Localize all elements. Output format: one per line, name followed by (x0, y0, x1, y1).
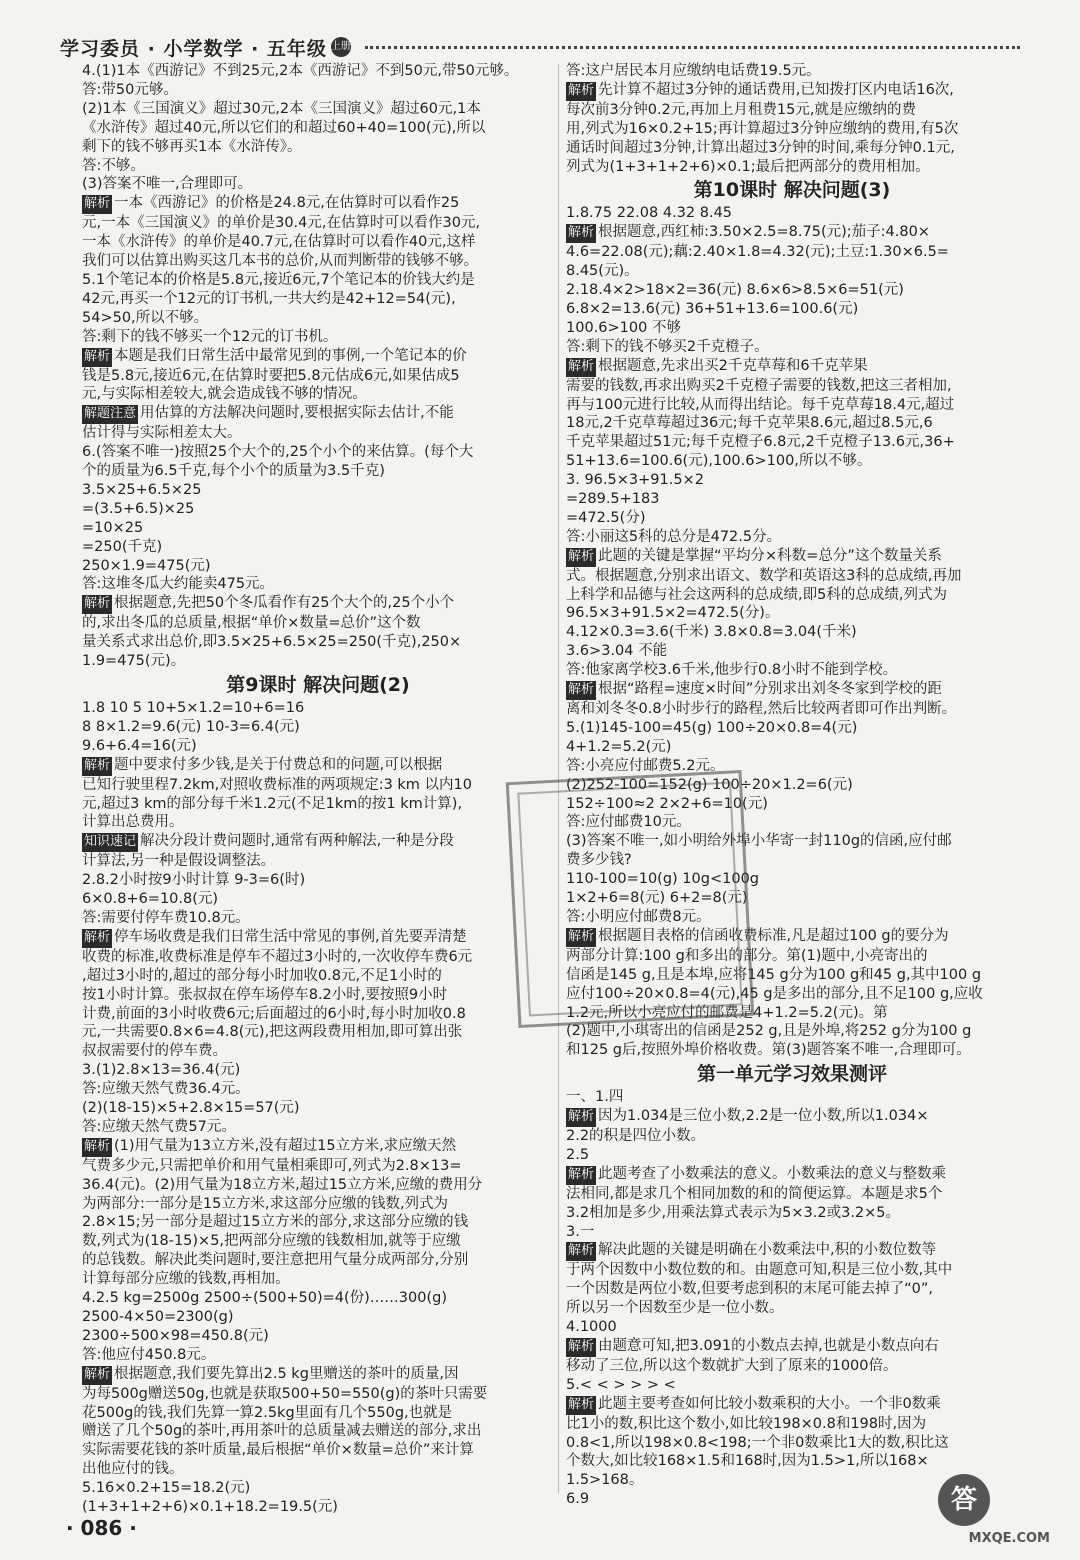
text-line: 8.45(元)。 (566, 263, 639, 280)
text-line: =10×25 (82, 519, 144, 536)
text-line: 2.5 (566, 1146, 590, 1163)
annotation-tag: 解析 (82, 1138, 112, 1157)
text-line: =250(千克) (82, 538, 163, 555)
text-line: 需要的钱数,再求出购买2千克橙子需要的钱数,把这三者相加, (566, 377, 952, 394)
annotation-tag: 解析 (566, 224, 596, 243)
text-line: (1+3+1+2+6)×0.1+18.2=19.5(元) (82, 1499, 338, 1516)
text-line: 的总钱数。解决此类问题时,要注意把用气量分成两部分,分别 (82, 1252, 469, 1269)
header-dotted-rule (365, 46, 1020, 49)
text-line: 2500-4×50=2300(g) (82, 1309, 234, 1325)
text-line: 的,求出冬瓜的总质量,根据“单价×数量=总价”这个数 (82, 615, 421, 632)
text-line: 3.(1)2.8×13=36.4(元) (82, 1062, 241, 1079)
logo-url: MXQE.COM (968, 1531, 1050, 1546)
text-line: 费多少钱? (566, 852, 632, 869)
text-line: 法相同,都是求几个相同加数的和的简便运算。本题是求5个 (566, 1185, 943, 1202)
text-line: 移动了三位,所以这个数就扩大到了原来的1000倍。 (566, 1357, 898, 1374)
text-line: (3)答案不唯一,如小明给外埠小华寄一封110g的信函,应付邮 (566, 833, 952, 850)
text-line: 3.一 (566, 1223, 595, 1240)
text-line: 答:小丽这5科的总分是472.5分。 (566, 528, 782, 545)
text-line: 解析 本题是我们日常生活中最常见到的事例,一个笔记本的价 (82, 347, 554, 367)
text-line: 2.18.4×2>18×2=36(元) 8.6×6>8.5×6=51(元) (566, 282, 904, 299)
text-line: 个的质量为6.5千克,每个小个的质量为3.5千克) (82, 463, 385, 480)
annotation-tag: 解析 (566, 1338, 596, 1357)
text-line: 数,列式为(18-15)×5,把两部分应缴的钱数相加,就等于应缴 (82, 1233, 461, 1250)
text-line: 花500g的钱,我们先算一算2.5kg里面有几个550g,也就是 (82, 1404, 453, 1421)
text-line: (2)252-100=152(g) 100÷20×1.2=6(元) (566, 776, 853, 793)
text-line: (3)答案不唯一,合理即可。 (82, 176, 253, 193)
annotation-tag: 解析 (566, 1108, 596, 1127)
text-line: 为每500g赠送50g,也就是获取500+50=550(g)的茶叶只需要 (82, 1385, 488, 1402)
text-line: 比1小的数,积比这个数小,如比较198×0.8和198时,因为 (566, 1415, 927, 1432)
text-line: 信函是145 g,且是本埠,应将145 g分为100 g和45 g,其中100 g (566, 966, 982, 983)
text-line: 答:带50元够。 (82, 81, 178, 98)
text-line: 4.(1)1本《西游记》不到25元,2本《西游记》不到50元,带50元够。 (82, 63, 519, 79)
text-line: 答:需要付停车费10.8元。 (82, 909, 250, 926)
annotation-tag: 解析 (566, 681, 596, 700)
text-line: 赠送了几个50g的茶叶,再用茶叶的总质量减去赠送的部分,求出 (82, 1423, 482, 1440)
text-line: 知识速记 解决分段计费问题时,通常有两种解法,一种是分段 (82, 832, 554, 852)
text-line: 6×0.8+6=10.8(元) (82, 891, 219, 908)
text-line: 解析 停车场收费是我们日常生活中常见的事例,首先要弄清楚 (82, 928, 554, 948)
text-line: 4.1000 (566, 1319, 617, 1336)
text-line: =472.5(分) (566, 509, 646, 526)
text-line: 解析 根据题意,先把50个冬瓜看作有25个大个的,25个小个 (82, 594, 554, 614)
text-line: 和125 g后,按照外埠价格收费。第(3)题答案不唯一,合理即可。 (566, 1042, 971, 1059)
text-line: 收费的标准,收费标准是停车不超过3小时的,一次收停车费6元 (82, 948, 473, 965)
text-line: 答:应缴天然气费36.4元。 (82, 1081, 250, 1098)
annotation-tag: 解析 (82, 595, 112, 614)
page-header (60, 30, 1020, 64)
text-line: 解题注意 用估算的方法解决问题时,要根据实际去估计,不能 (82, 404, 554, 424)
text-line: 答:应缴天然气费57元。 (82, 1118, 236, 1135)
text-line: 解析 根据题目表格的信函收费标准,凡是超过100 g的要分为 (566, 927, 1018, 947)
text-line: 解析 根据题意,西红柿:3.50×2.5=8.75(元);茄子:4.80× (566, 223, 1018, 243)
text-line: 答:他应付450.8元。 (82, 1346, 216, 1363)
text-line: 解析 先计算不超过3分钟的通话费用,已知拨打区内电话16次, (566, 81, 1018, 101)
text-line: 钱是5.8元,接近6元,在估算时要把5.8元估成6元,如果估成5 (82, 367, 460, 384)
text-line: 已知行驶里程7.2km,对照收费标准的两项规定:3 km 以内10 (82, 776, 472, 793)
text-line: 再与100元进行比较,从而得出结论。每千克草莓18.4元,超过 (566, 396, 955, 413)
text-line: 3.2相加是多少,用乘法算式表示为5×3.2或3.2×5。 (566, 1204, 901, 1221)
text-line: 元,一本《三国演义》的单价是30.4元,在估算时可以看作30元, (82, 215, 481, 232)
annotation-tag: 解析 (566, 358, 596, 377)
annotation-tag: 解析 (566, 1396, 596, 1415)
text-line: 0.8<1,所以198×0.8<198;一个非0数乘比1大的数,积比这 (566, 1434, 949, 1451)
logo-seal-icon: 答 (938, 1474, 990, 1526)
text-line: 100.6>100 不够 (566, 319, 681, 336)
text-line: 计费,前面的3小时收费6元;后面超过的6小时,每小时加收0.8 (82, 1005, 466, 1022)
text-line: 千克苹果超过51元;每千克橙子6.8元,2千克橙子13.6元,36+ (566, 434, 955, 451)
site-logo (938, 1474, 1050, 1546)
text-line: 解析 此题考查了小数乘法的意义。小数乘法的意义与整数乘 (566, 1165, 1018, 1185)
text-line: 解析 根据“路程=速度×时间”分别求出刘冬冬家到学校的距 (566, 680, 1018, 700)
text-line: 元,超过3 km的部分每千米1.2元(不足1km的按1 km计算), (82, 795, 463, 812)
text-line: 解析 解决此题的关键是明确在小数乘法中,积的小数位数等 (566, 1241, 1018, 1261)
text-line: 110-100=10(g) 10g<100g (566, 871, 759, 888)
text-line: 1.2元,所以小亮应付的邮费是4+1.2=5.2(元)。第 (566, 1004, 888, 1021)
text-line: (2)1本《三国演义》超过30元,2本《三国演义》超过60元,1本 (82, 100, 481, 117)
text-line: 答:小亮应付邮费5.2元。 (566, 757, 725, 774)
text-line: 剩下的钱不够再买1本《水浒传》。 (82, 138, 302, 155)
text-line: 答:不够。 (82, 157, 145, 174)
text-line: 解析 (1)用气量为13立方米,没有超过15立方米,求应缴天然 (82, 1137, 554, 1157)
text-line: 答:他家离学校3.6千米,他步行0.8小时不能到学校。 (566, 662, 898, 679)
text-line: 元,与实际相差较大,就会造成钱不够的情况。 (82, 386, 367, 403)
stamp-watermark (506, 770, 755, 1028)
text-line: 5.16×0.2+15=18.2(元) (82, 1480, 251, 1497)
text-line: 4.2.5 kg=2500g 2500÷(500+50)=4(份)……300(g) (82, 1290, 447, 1307)
text-line: =(3.5+6.5)×25 (82, 500, 195, 517)
text-line: 3. 96.5×3+91.5×2 (566, 472, 704, 489)
text-line: 54>50,所以不够。 (82, 309, 209, 326)
text-line: 答:剩下的钱不够买一个12元的订书机。 (82, 328, 338, 345)
text-line: 解析 一本《西游记》的价格是24.8元,在估算时可以看作25 (82, 194, 554, 214)
text-line: 解析 根据题意,先求出买2千克草莓和6千克苹果 (566, 357, 1018, 377)
annotation-tag: 解析 (82, 929, 112, 948)
text-line: 两部分计算:100 g和多出的部分。第(1)题中,小亮寄出的 (566, 947, 928, 964)
text-line: 4+1.2=5.2(元) (566, 738, 672, 755)
text-line: =289.5+183 (566, 491, 660, 508)
text-line: 我们可以估算出购买这几本书的总价,从而判断带的钱够不够。 (82, 253, 479, 270)
text-line: 答:剩下的钱不够买2千克橙子。 (566, 338, 769, 355)
text-line: 5.< < > > > < (566, 1376, 676, 1393)
text-line: 1.9=475(元)。 (82, 653, 186, 670)
text-line: 5.(1)145-100=45(g) 100÷20×0.8=4(元) (566, 719, 858, 736)
annotation-tag: 解析 (566, 548, 596, 567)
text-line: 估计得与实际相差太大。 (82, 425, 242, 442)
text-line: 为两部分:一部分是15立方米,求这部分应缴的钱数,列式为 (82, 1195, 449, 1212)
text-line: 式。根据题意,分别求出语文、数学和英语这3科的总成绩,再加 (566, 567, 962, 584)
text-line: 答:这户居民本月应缴纳电话费19.5元。 (566, 63, 821, 79)
text-line: 计算每部分应缴的钱数,再相加。 (82, 1271, 290, 1288)
text-line: 2.2的积是四位小数。 (566, 1128, 706, 1145)
annotation-tag: 解析 (82, 348, 112, 367)
text-line: 叔叔需要付的停车费。 (82, 1043, 227, 1060)
volume-badge: 上册 (331, 37, 351, 57)
text-line: 6.8×2=13.6(元) 36+51+13.6=100.6(元) (566, 300, 859, 317)
page-number: · 086 · (66, 1516, 137, 1540)
section-heading: 第9课时 解决问题(2) (226, 674, 410, 696)
text-line: 出他应付的钱。 (82, 1461, 184, 1478)
stamp-inner-border (517, 782, 742, 1017)
text-line: 列式为(1+3+1+2+6)×0.1;最后把两部分的费用相加。 (566, 158, 930, 175)
text-line: 18元,2千克草莓超过36元;每千克苹果8.6元,超过8.5元,6 (566, 415, 933, 432)
text-line: 一本《水浒传》的单价是40.7元,在估算时可以看作40元,这样 (82, 234, 476, 251)
text-line: 4.6=22.08(元);藕:2.40×1.8=4.32(元);土豆:1.30×6.5= (566, 244, 949, 261)
text-line: 解析 此题主要考查如何比较小数乘积的大小。一个非0数乘 (566, 1395, 1018, 1415)
section-heading: 第一单元学习效果测评 (696, 1063, 887, 1086)
text-line: 《水浒传》超过40元,所以它们的和超过60+40=100(元),所以 (82, 119, 486, 136)
text-line: 152÷100≈2 2×2+6=10(元) (566, 795, 768, 812)
text-line: ,超过3小时的,超过的部分每小时加收0.8元,不足1小时的 (82, 967, 442, 984)
annotation-tag: 解析 (566, 82, 596, 101)
text-line: 计算法,另一种是假设调整法。 (82, 853, 276, 870)
text-line: 解析 根据题意,我们要先算出2.5 kg里赠送的茶叶的质量,因 (82, 1365, 554, 1385)
text-line: 36.4(元)。(2)用气量为18立方米,超过15立方米,应缴的费用分 (82, 1176, 483, 1193)
text-line: 9.6+6.4=16(元) (82, 737, 197, 754)
text-line: 答:这堆冬瓜大约能卖475元。 (82, 576, 275, 593)
text-line: 1.5>168。 (566, 1472, 644, 1489)
text-line: 离和刘冬冬0.8小时步行的路程,然后比较两者即可作出判断。 (566, 701, 957, 717)
text-line: 答:应付邮费10元。 (566, 814, 691, 831)
annotation-tag: 解析 (566, 1166, 596, 1185)
book-title: 学习委员 · 小学数学 · 五年级 (60, 37, 327, 60)
text-line: 上科学和品德与社会这两科的总成绩,即5科的总成绩,列式为 (566, 586, 947, 603)
text-line: 答:小明应付邮费8元。 (566, 908, 711, 925)
text-line: 4.12×0.3=3.6(千米) 3.8×0.8=3.04(千米) (566, 624, 857, 641)
text-line: 量关系式求出总价,即3.5×25+6.5×25=250(千克),250× (82, 634, 462, 651)
text-line: 元,一共需要0.8×6=4.8(元),把这两段费用相加,即可算出张 (82, 1024, 463, 1041)
text-line: 1×2+6=8(元) 6+2=8(元) (566, 890, 748, 907)
annotation-tag: 解析 (566, 928, 596, 947)
text-line: 一个因数是两位小数,但要考虑到积的末尾可能去掉了“0”, (566, 1281, 933, 1298)
text-line: 个数大,如比较168×1.5和168时,因为1.5>1,所以168× (566, 1453, 929, 1470)
text-line: 6.(答案不唯一)按照25个大个的,25个小个的来估算。(每个大 (82, 444, 474, 461)
text-line: (2)题中,小琪寄出的信函是252 g,且是外埠,将252 g分为100 g (566, 1023, 972, 1040)
text-line: 解析 因为1.034是三位小数,2.2是一位小数,所以1.034× (566, 1107, 1018, 1127)
text-line: 1.8 10 5 10+5×1.2=10+6=16 (82, 700, 305, 716)
text-line: 实际需要花钱的茶叶质量,最后根据“单价×数量=总价”来计算 (82, 1442, 474, 1459)
section-heading: 第10课时 解决问题(3) (693, 179, 891, 202)
text-line: 一、1.四 (566, 1089, 624, 1106)
text-line: 51+13.6=100.6(元),100.6>100,所以不够。 (566, 453, 872, 470)
text-line: 按1小时计算。张叔叔在停车场停车8.2小时,要按照9小时 (82, 986, 448, 1003)
text-line: 解析 由题意可知,把3.091的小数点去掉,也就是小数点向右 (566, 1337, 1018, 1357)
text-line: 2300÷500×98=450.8(元) (82, 1327, 269, 1344)
annotation-tag: 解析 (82, 195, 112, 214)
text-line: 计算出总费用。 (82, 814, 184, 831)
left-column (82, 62, 554, 1517)
text-line: 1.8.75 22.08 4.32 8.45 (566, 205, 733, 222)
text-line: 所以另一个因数至少是一位小数。 (566, 1300, 784, 1317)
text-line: 于两个因数中小数位数的和。由题意可知,积是三位小数,其中 (566, 1262, 953, 1279)
text-line: 用,列式为16×0.2+15;再计算超过3分钟应缴纳的费用,有5次 (566, 120, 959, 137)
text-line: 气费多少元,只需把单价和用气量相乘即可,列式为2.8×13= (82, 1157, 462, 1174)
annotation-tag: 解析 (82, 757, 112, 776)
text-line: 解析 题中要求付多少钱,是关于付费总和的问题,可以根据 (82, 756, 554, 776)
text-line: 3.5×25+6.5×25 (82, 481, 202, 498)
text-line: (2)(18-15)×5+2.8×15=57(元) (82, 1100, 300, 1117)
text-line: 96.5×3+91.5×2=472.5(分)。 (566, 605, 780, 622)
text-line: 解析 此题的关键是掌握“平均分×科数=总分”这个数量关系 (566, 547, 1018, 567)
annotation-tag: 解题注意 (82, 405, 138, 424)
text-line: 每次前3分钟0.2元,再加上月租费15元,就是应缴纳的费 (566, 101, 916, 118)
text-line: 2.8.2小时按9小时计算 9-3=6(时) (82, 872, 306, 889)
annotation-tag: 知识速记 (82, 833, 138, 852)
text-line: 42元,再买一个12元的订书机,一共大约是42+12=54(元), (82, 290, 456, 307)
text-line: 2.8×15;另一部分是超过15立方米的部分,求这部分应缴的钱 (82, 1214, 469, 1231)
annotation-tag: 解析 (566, 1242, 596, 1261)
text-line: 通话时间超过3分钟,计算出超过3分钟的时间,乘每分钟0.1元, (566, 139, 955, 156)
text-line: 250×1.9=475(元) (82, 557, 211, 574)
annotation-tag: 解析 (82, 1366, 112, 1385)
text-line: 6.9 (566, 1491, 590, 1508)
text-line: 5.1个笔记本的价格是5.8元,接近6元,7个笔记本的价钱大约是 (82, 271, 475, 288)
text-line: 应付100÷20×0.8=4(元),45 g是多出的部分,且不足100 g,应收 (566, 985, 983, 1002)
text-line: 8 8×1.2=9.6(元) 10-3=6.4(元) (82, 718, 300, 735)
text-line: 3.6>3.04 不能 (566, 643, 668, 660)
